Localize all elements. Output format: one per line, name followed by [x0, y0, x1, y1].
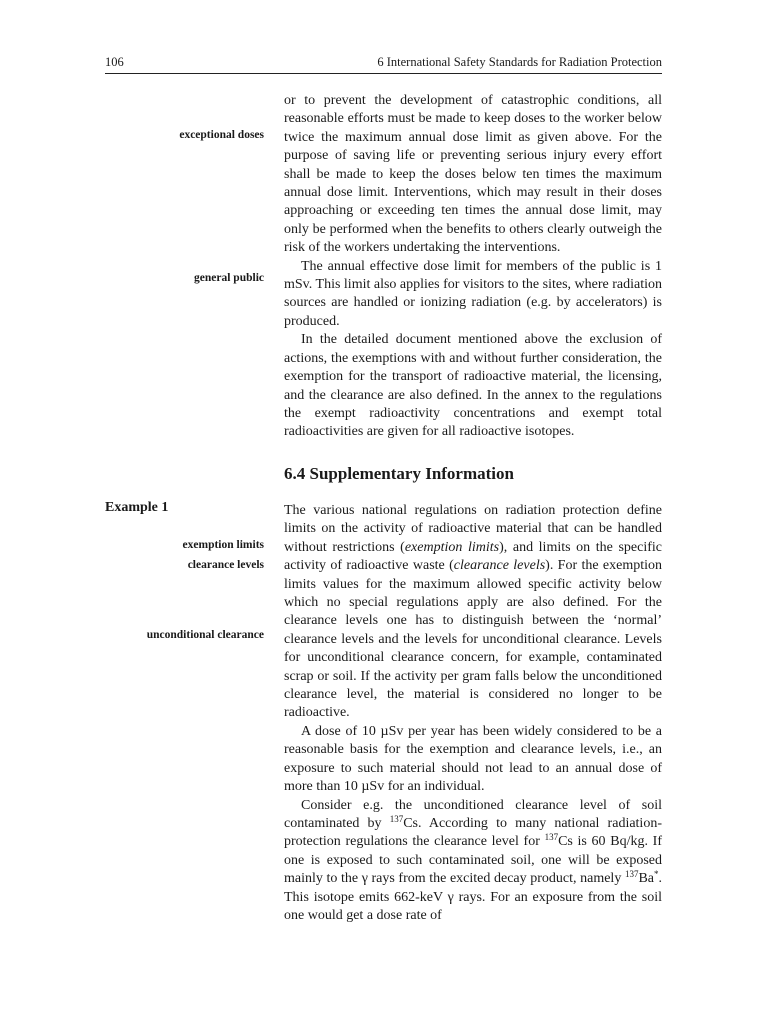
body-text-top	[284, 92, 662, 442]
margin-note-general-public: general public	[194, 272, 264, 284]
page-number: 106	[105, 55, 124, 69]
paragraph-exemptions: In the detailed document mentioned above the exclusion of actions, the exemptions with and without further consideration, the exemption for the transport of radioactive material, the licensing, and the clearance are also defined. In the annex to the regulations the exempt radioactivity concentrations and exempt total radioactivities are given for all radioactive isotopes.	[284, 332, 662, 440]
margin-note-exemption-limits: exemption limits	[182, 539, 264, 551]
margin-note-exceptional-doses: exceptional doses	[179, 129, 264, 141]
paragraph-general-public: The annual effective dose limit for members of the public is 1 mSv. This limit also applies for visitors to the sites, where radiation sources are handled or ionizing radiation (e.g. by accelerators) is produced.	[284, 258, 662, 329]
margin-note-clearance-levels: clearance levels	[187, 559, 264, 571]
running-header	[105, 53, 662, 74]
body-text-supplementary	[284, 502, 662, 925]
paragraph-cs137-example: Consider e.g. the unconditioned clearance level of soil contaminated by $^{137}$Cs. According to many national radiation-protection regulations the clearance level for $^{137}$Cs is 60 Bq/kg. If one is exposed to such contaminated soil, one will be exposed mainly to the γ rays from the excited decay product, namely $^{137}$Ba*. This isotope emits 662-keV γ rays. For an exposure from the soil one would get a dose rate of	[284, 797, 662, 923]
paragraph-regulations: The various national regulations on radiation protection define limits on the activity of radioactive material that can be handled without restrictions (exemption limits), and limits on the specific activity of radioactive waste (clearance levels). For the exemption limits values for the maximum allowed specific activity below which no special regulations apply are also defined. For the clearance levels one has to distinguish between the ‘normal’ clearance levels and the levels for unconditional clearance. Levels for unconditional clearance concern, for example, contaminated scrap or soil. If the activity per gram falls below the unconditioned clearance level, the material is considered no longer to be radioactive.	[284, 503, 662, 721]
paragraph-exceptional-doses: or to prevent the development of catastrophic conditions, all reasonable efforts must be made to keep doses to the worker below twice the maximum annual dose limit as given above. For the purpose of saving life or preventing serious injury every effort shall be made to keep the doses below ten times the maximum annual dose limit. Interventions, which may result in their doses approaching or exceeding ten times the annual dose limit, may only be performed when the benefits to others clearly outweigh the risk of the workers undertaking the interventions.	[284, 93, 662, 256]
term-clearance-levels: clearance levels	[453, 558, 546, 574]
section-heading: 6.4 Supplementary Information	[284, 464, 514, 483]
paragraph-dose-basis: A dose of 10 µSv per year has been widely considered to be a reasonable basis for the exemption and clearance levels, i.e., an exposure to such material should not lead to an annual dose of more than 10 µSv for an individual.	[284, 723, 662, 795]
term-exemption-limits: exemption limits	[404, 539, 500, 555]
example-label: Example 1	[105, 500, 169, 515]
running-title: 6 International Safety Standards for Radiation Protection	[377, 55, 662, 69]
margin-note-unconditional-clearance: unconditional clearance	[146, 629, 264, 641]
